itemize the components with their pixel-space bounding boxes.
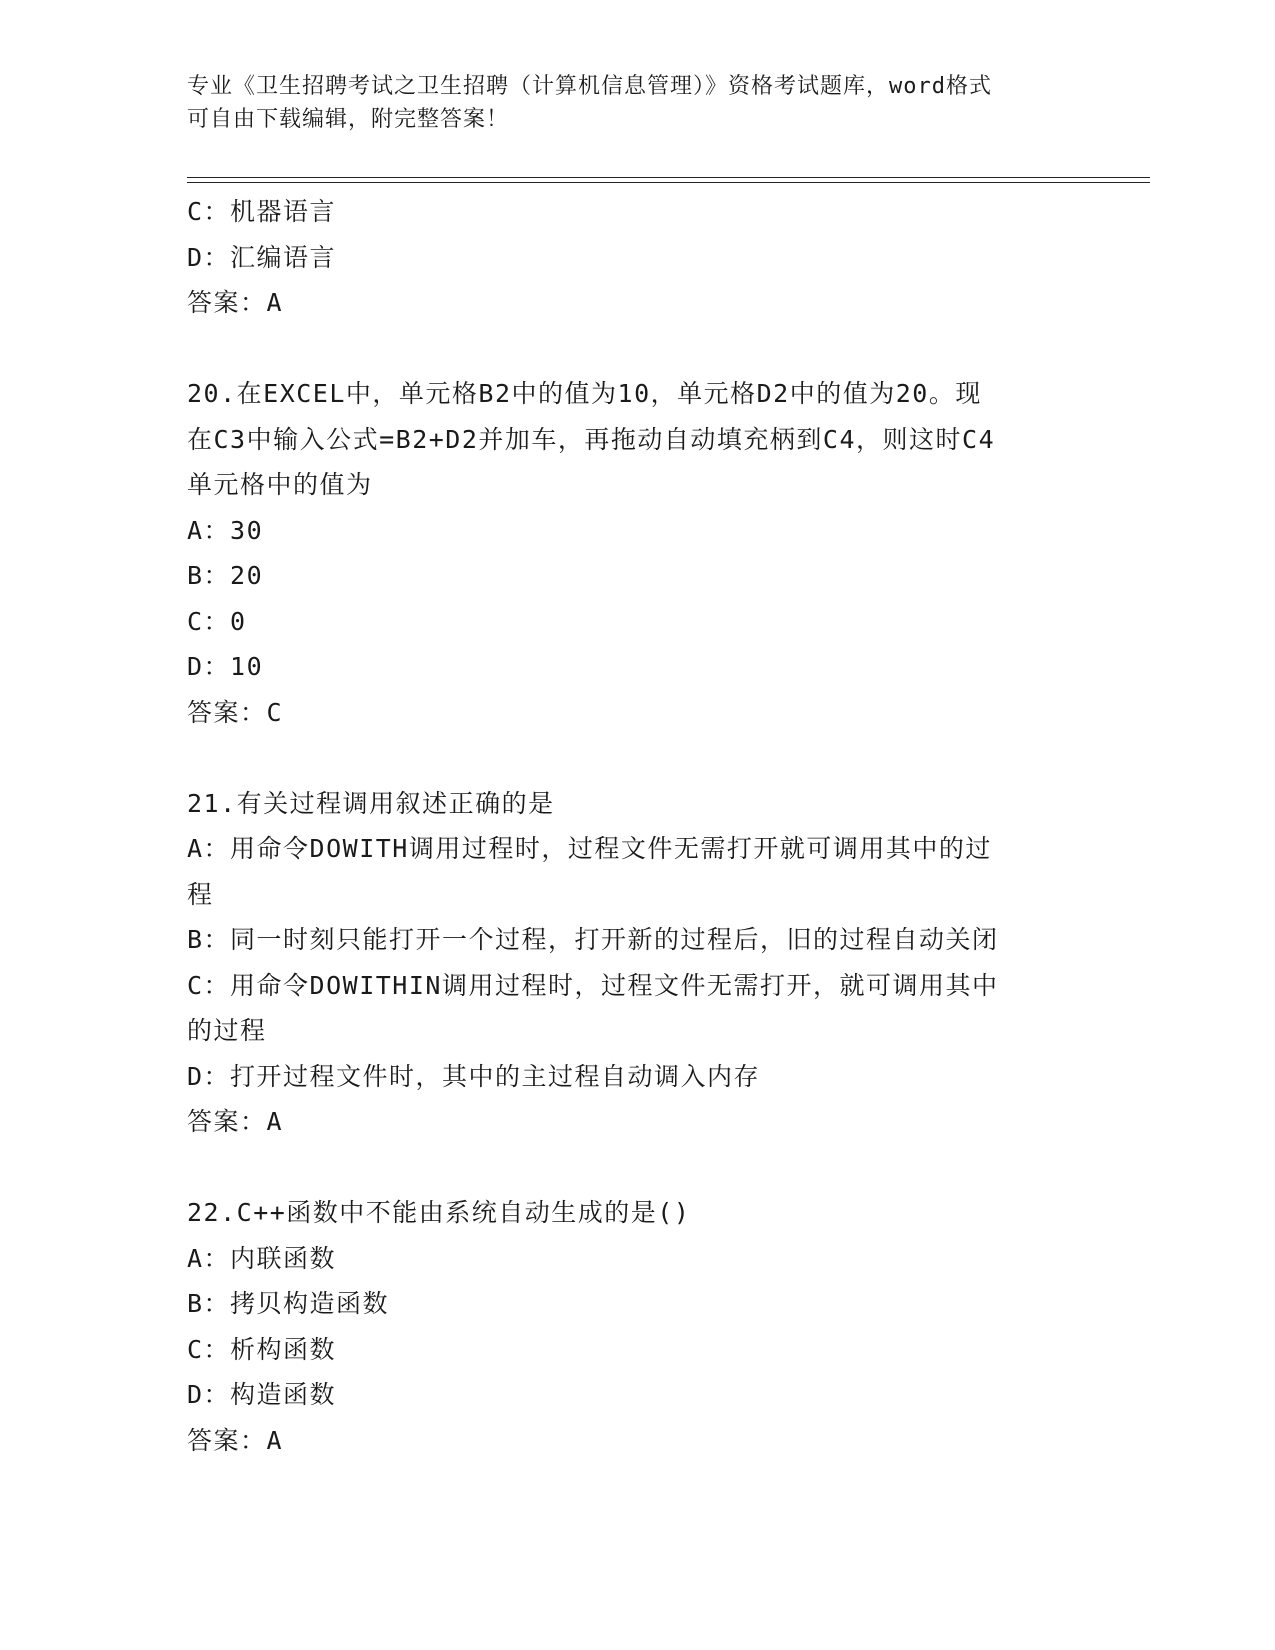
spacer xyxy=(187,1145,1087,1191)
question-stem: 20.在EXCEL中，单元格B2中的值为10，单元格D2中的值为20。现 xyxy=(187,379,982,408)
option-a: A：用命令DOWITH调用过程时，过程文件无需打开就可调用其中的过 xyxy=(187,834,992,863)
option-c: C：0 xyxy=(187,606,247,636)
question-19-continuation xyxy=(187,189,1087,326)
option-a: A：内联函数 xyxy=(187,1243,337,1273)
option-c-continued: 的过程 xyxy=(187,1016,267,1045)
option-b: B：同一时刻只能打开一个过程，打开新的过程后，旧的过程自动关闭 xyxy=(187,925,999,954)
option-d: D：10 xyxy=(187,652,264,681)
option-b: B：20 xyxy=(187,561,264,590)
question-stem: 22.C++函数中不能由系统自动生成的是() xyxy=(187,1198,691,1227)
option-a-continued: 程 xyxy=(187,879,214,909)
option-b: B：拷贝构造函数 xyxy=(187,1289,390,1318)
question-list xyxy=(187,189,1087,1463)
option-c: C：用命令DOWITHIN调用过程时，过程文件无需打开，就可调用其中 xyxy=(187,970,999,1000)
option-c: C：机器语言 xyxy=(187,197,337,226)
question-21 xyxy=(187,781,1087,1145)
answer: 答案：C xyxy=(187,697,284,727)
question-20 xyxy=(187,371,1087,735)
spacer xyxy=(187,735,1087,781)
question-stem: 在C3中输入公式=B2+D2并加车，再拖动自动填充柄到C4，则这时C4 xyxy=(187,424,996,454)
answer: 答案：A xyxy=(187,1425,284,1455)
option-a: A：30 xyxy=(187,515,264,545)
option-d: D：打开过程文件时，其中的主过程自动调入内存 xyxy=(187,1061,761,1091)
header-divider-top xyxy=(187,177,1150,178)
question-stem: 21.有关过程调用叙述正确的是 xyxy=(187,788,555,818)
spacer xyxy=(187,326,1087,372)
option-d: D：构造函数 xyxy=(187,1380,337,1409)
document-header xyxy=(187,70,1067,136)
header-line-2: 可自由下载编辑，附完整答案！ xyxy=(187,107,510,132)
question-22 xyxy=(187,1190,1087,1463)
header-divider-bottom xyxy=(187,182,1150,183)
question-stem: 单元格中的值为 xyxy=(187,470,373,499)
answer: 答案：A xyxy=(187,288,284,317)
answer: 答案：A xyxy=(187,1107,284,1136)
option-d: D：汇编语言 xyxy=(187,242,337,272)
option-c: C：析构函数 xyxy=(187,1334,337,1364)
header-line-1: 专业《卫生招聘考试之卫生招聘（计算机信息管理）》资格考试题库，word格式 xyxy=(187,74,992,99)
